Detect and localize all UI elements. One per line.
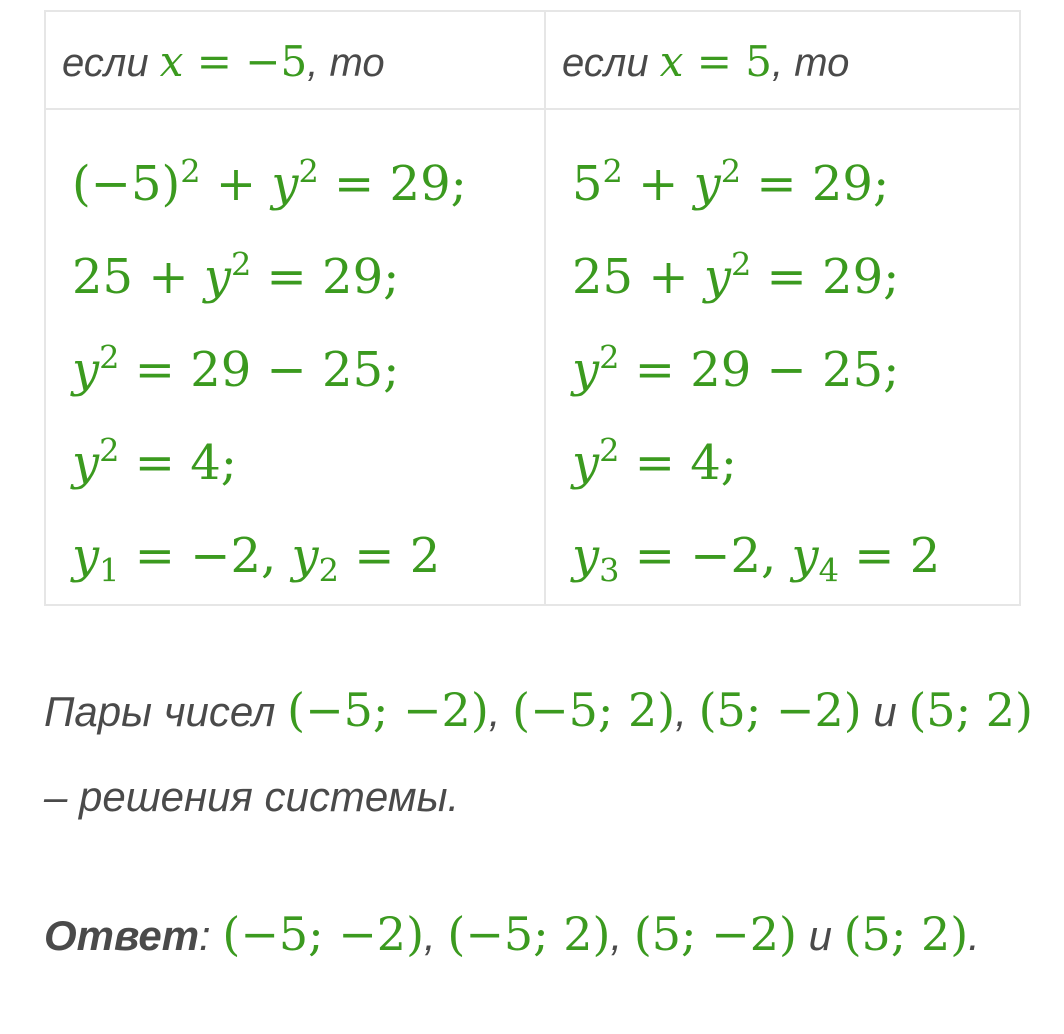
pair-1: (−5; −2) [287, 683, 489, 737]
var-y: y [703, 249, 731, 305]
header-cell-x-minus-5 [45, 11, 545, 109]
var-y: y [791, 528, 819, 584]
expr-part: 25 + [72, 249, 204, 305]
expr-part: = 29; [251, 249, 400, 305]
var-y: y [72, 528, 100, 584]
exponent: 2 [230, 245, 252, 284]
var-y: y [72, 435, 100, 491]
step-line-1 [572, 138, 1019, 231]
header-prefix: если [62, 41, 160, 85]
answer-period: . [968, 912, 980, 959]
var-x: x [159, 37, 184, 86]
expr-part: (−5) [72, 156, 181, 212]
conjunction: и [861, 688, 909, 735]
pair-4: (5; 2) [843, 907, 969, 961]
steps-cell-left [45, 109, 545, 605]
header-expr: = 5 [683, 37, 773, 86]
var-y: y [72, 342, 100, 398]
solution-table [44, 10, 1021, 606]
expr-part: = 29; [318, 156, 467, 212]
var-y: y [291, 528, 319, 584]
conjunction: и [796, 912, 844, 959]
separator: , [610, 912, 634, 959]
var-y: y [572, 435, 600, 491]
step-line-5 [72, 510, 544, 603]
separator: , [488, 688, 513, 735]
var-y: y [693, 156, 721, 212]
step-line-3 [572, 324, 1019, 417]
exponent: 2 [180, 152, 201, 191]
var-y: y [572, 528, 600, 584]
exponent: 2 [730, 245, 752, 284]
step-line-4 [72, 417, 544, 510]
expr-part: + [200, 156, 272, 212]
separator: , [424, 912, 448, 959]
header-suffix: , то [307, 41, 385, 85]
exponent: 2 [99, 338, 120, 377]
expr-part: 25 + [572, 249, 704, 305]
expr-part: = 2 [338, 528, 441, 584]
result-text: – решения системы. [44, 773, 460, 820]
step-line-5 [572, 510, 1019, 603]
header-prefix: если [562, 41, 660, 85]
pair-3: (5; −2) [698, 683, 862, 737]
subscript: 2 [318, 551, 339, 590]
expr-part: = 29 − 25; [119, 342, 400, 398]
pair-1: (−5; −2) [222, 907, 425, 961]
header-math [160, 37, 308, 86]
table-steps-row [45, 109, 1020, 605]
table-header-row [45, 11, 1020, 109]
result-text: Пары чисел [44, 688, 288, 735]
expr-part: + [622, 156, 694, 212]
exponent: 2 [298, 152, 319, 191]
var-x: x [659, 37, 684, 86]
expr-part: = 4; [119, 435, 237, 491]
expr-part: = 29; [741, 156, 890, 212]
var-y: y [572, 342, 600, 398]
subscript: 4 [818, 551, 839, 590]
answer-label: Ответ [44, 912, 200, 959]
var-y: y [271, 156, 299, 212]
answer-colon: : [199, 912, 223, 959]
step-line-2 [72, 231, 544, 324]
result-paragraph [44, 668, 1034, 840]
step-line-2 [572, 231, 1019, 324]
expr-part: = 4; [619, 435, 737, 491]
exponent: 2 [599, 431, 620, 470]
step-line-4 [572, 417, 1019, 510]
expr-part: = 2 [838, 528, 941, 584]
pair-2: (−5; 2) [512, 683, 676, 737]
expr-part: 5 [572, 156, 603, 212]
expr-part: = −2, [119, 528, 292, 584]
pair-3: (5; −2) [633, 907, 797, 961]
steps-cell-right [545, 109, 1020, 605]
exponent: 2 [599, 338, 620, 377]
exponent: 2 [99, 431, 120, 470]
separator: , [675, 688, 699, 735]
header-expr: = −5 [183, 37, 308, 86]
exponent: 2 [720, 152, 742, 191]
step-line-1 [72, 138, 544, 231]
header-suffix: , то [772, 41, 850, 85]
header-math [660, 37, 772, 86]
pair-4: (5; 2) [908, 683, 1033, 737]
header-cell-x-5 [545, 11, 1020, 109]
expr-part: = 29 − 25; [619, 342, 900, 398]
var-y: y [203, 249, 231, 305]
exponent: 2 [602, 152, 623, 191]
subscript: 1 [99, 551, 120, 590]
subscript: 3 [599, 551, 620, 590]
expr-part: = 29; [751, 249, 900, 305]
answer-paragraph [44, 892, 1034, 979]
pair-2: (−5; 2) [447, 907, 611, 961]
step-line-3 [72, 324, 544, 417]
expr-part: = −2, [619, 528, 792, 584]
